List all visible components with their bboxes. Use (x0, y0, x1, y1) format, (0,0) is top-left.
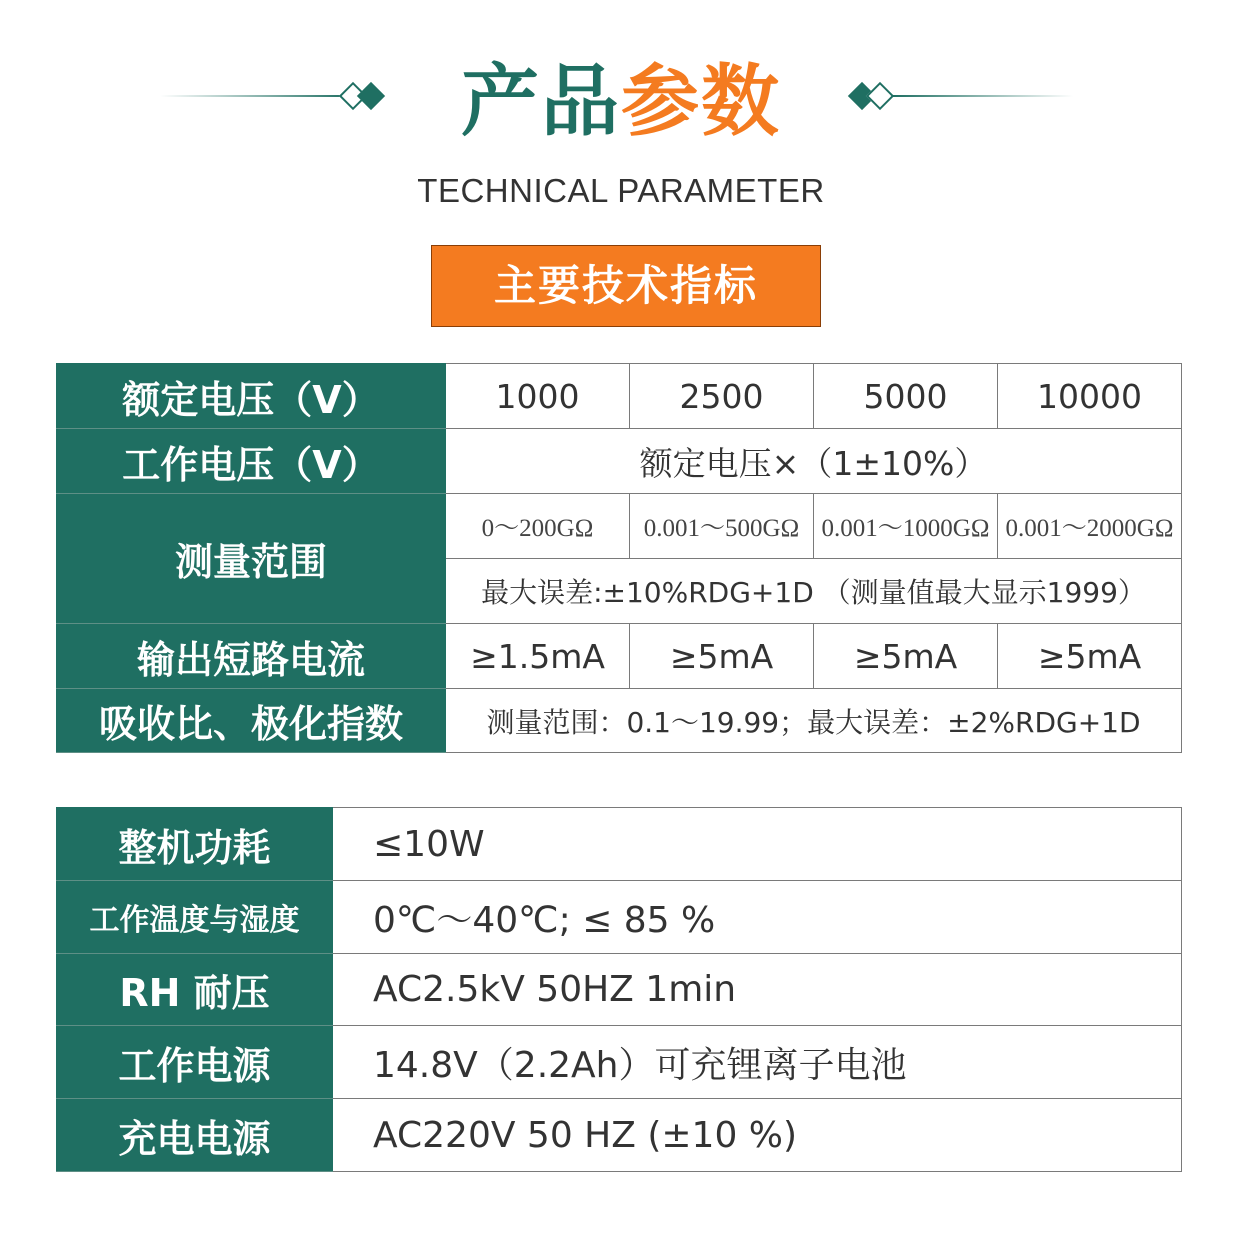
withstand-voltage-value: AC2.5kV 50HZ 1min (333, 954, 1182, 1026)
measure-range-value: 0.001～1000GΩ (814, 494, 998, 559)
rated-voltage-value: 10000 (998, 364, 1182, 429)
short-current-value: ≥5mA (814, 624, 998, 689)
short-current-value: ≥5mA (630, 624, 814, 689)
table-row (57, 1099, 1182, 1172)
title-part-orange: 参数 (621, 57, 782, 147)
charging-power-value: AC220V 50 HZ (±10 %) (333, 1099, 1182, 1172)
short-current-label: 输出短路电流 (57, 624, 446, 689)
page-title (0, 52, 1242, 152)
main-spec-table (56, 363, 1182, 753)
temperature-humidity-label: 工作温度与湿度 (57, 881, 333, 954)
power-consumption-label: 整机功耗 (57, 808, 333, 881)
working-power-label: 工作电源 (57, 1026, 333, 1099)
measure-error-value: 最大误差:±10%RDG+1D （测量值最大显示1999） (446, 559, 1182, 624)
rated-voltage-value: 2500 (630, 364, 814, 429)
table-row (57, 1026, 1182, 1099)
rated-voltage-label: 额定电压（V） (57, 364, 446, 429)
measure-range-value: 0.001～2000GΩ (998, 494, 1182, 559)
title-part-green: 产品 (460, 57, 621, 147)
table-row (57, 429, 1182, 494)
table-row (57, 954, 1182, 1026)
measure-range-value: 0.001～500GΩ (630, 494, 814, 559)
table-row (57, 881, 1182, 954)
working-power-value: 14.8V（2.2Ah）可充锂离子电池 (333, 1026, 1182, 1099)
rated-voltage-value: 5000 (814, 364, 998, 429)
table-row (57, 808, 1182, 881)
table-row (57, 624, 1182, 689)
measure-range-label: 测量范围 (57, 494, 446, 624)
charging-power-label: 充电电源 (57, 1099, 333, 1172)
page-subtitle: TECHNICAL PARAMETER (417, 172, 825, 209)
working-voltage-value: 额定电压×（1±10%） (446, 429, 1182, 494)
measure-range-value: 0～200GΩ (446, 494, 630, 559)
temperature-humidity-value: 0℃～40℃; ≤ 85 % (333, 881, 1182, 954)
absorption-label: 吸收比、极化指数 (57, 689, 446, 753)
table-row (57, 364, 1182, 429)
absorption-value: 测量范围：0.1～19.99；最大误差：±2%RDG+1D (446, 689, 1182, 753)
general-spec-table (56, 807, 1182, 1172)
working-voltage-label: 工作电压（V） (57, 429, 446, 494)
table-row (57, 494, 1182, 559)
short-current-value: ≥5mA (998, 624, 1182, 689)
table-row (57, 689, 1182, 753)
withstand-voltage-label: RH 耐压 (57, 954, 333, 1026)
section-badge: 主要技术指标 (431, 245, 821, 327)
short-current-value: ≥1.5mA (446, 624, 630, 689)
power-consumption-value: ≤10W (333, 808, 1182, 881)
rated-voltage-value: 1000 (446, 364, 630, 429)
